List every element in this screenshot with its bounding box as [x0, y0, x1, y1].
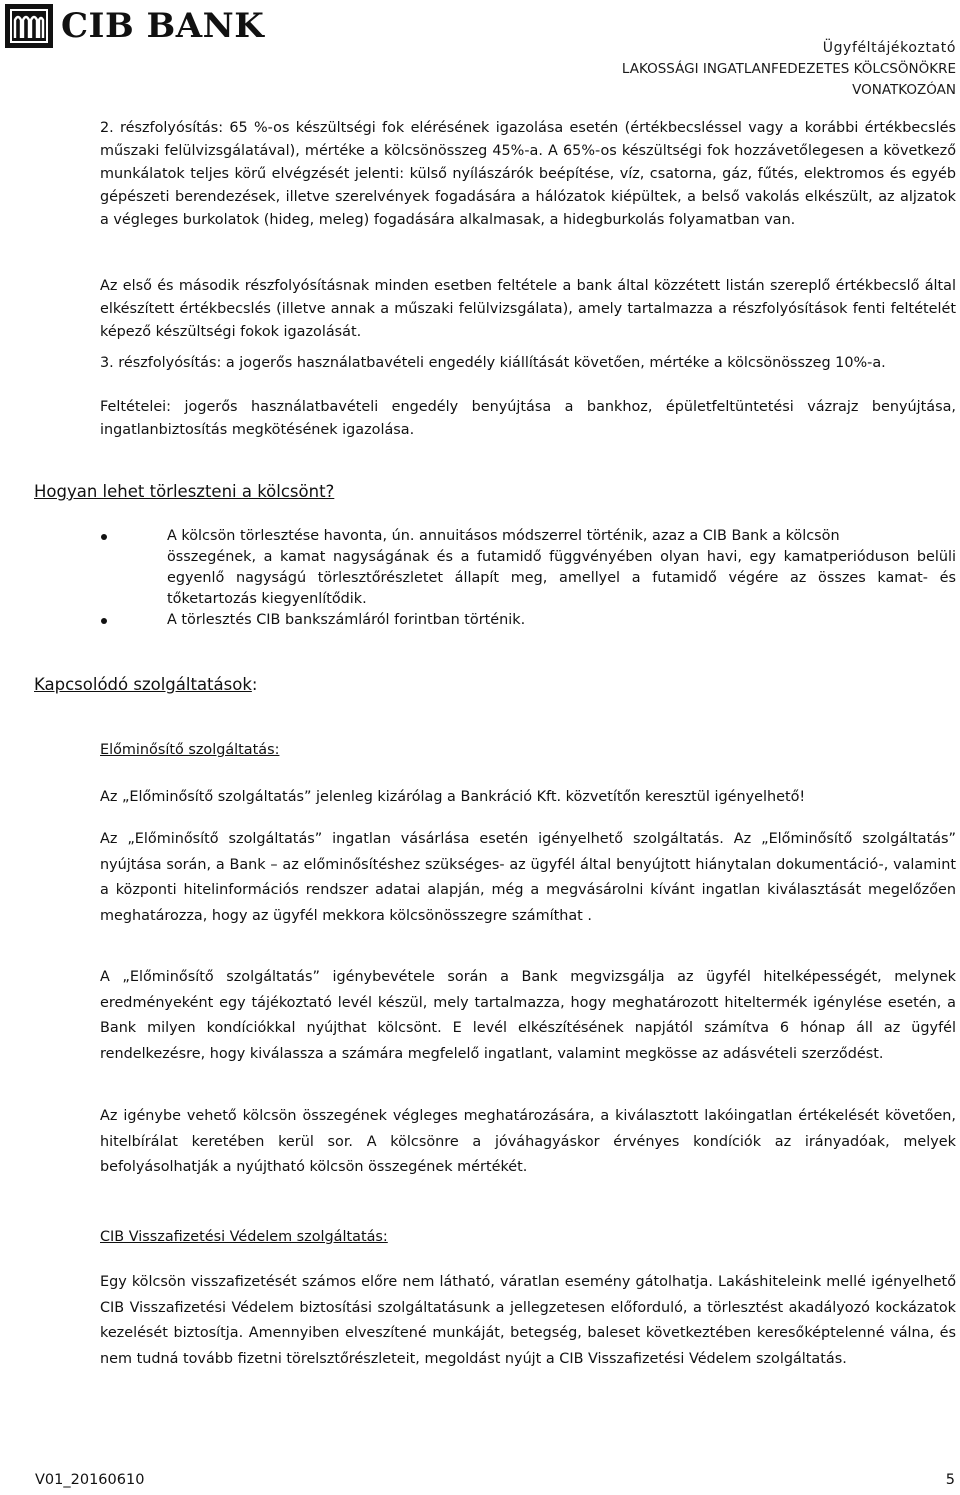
paragraph-third-disbursement: 3. részfolyósítás: a jogerős használatbavételi engedély kiállítását követően, mértéke a kölcsönösszeg 10%-a. [100, 355, 886, 371]
list-item: A törlesztés CIB bankszámláról forintban történik. [100, 610, 956, 631]
paragraph-disbursement-condition: Az első és második részfolyósításnak minden esetben feltétele a bank által közzétett listán szereplő értékbecslő által elkészített értékbecslés (illetve annak a műszaki felülvizsgálata), amely tartalmazza a részfolyósítások fenti feltételét képező készültségi fokok igazolását. [100, 278, 956, 340]
cib-columns-logo-icon [5, 4, 53, 48]
document-title [622, 38, 956, 101]
page-number: 5 [945, 1472, 955, 1488]
protection-title: CIB Visszafizetési Védelem szolgáltatás: [100, 1229, 388, 1245]
repayment-list [100, 526, 956, 631]
prequal-title: Előminősítő szolgáltatás: [100, 742, 280, 758]
repayment-heading: Hogyan lehet törleszteni a kölcsönt? [34, 482, 335, 501]
brand-name: CIB BANK [61, 6, 265, 46]
title-line-1: Ügyféltájékoztató [822, 40, 956, 56]
bullet-dot-icon [101, 534, 107, 540]
services-heading: Kapcsolódó szolgáltatások: [34, 675, 258, 694]
list-item: A kölcsön törlesztése havonta, ún. annuitásos módszerrel történik, azaz a CIB Bank a kölcsön összegének, a kamat nagyságának és a futamidő függvényében olyan havi, egy kamatperióduson belüli egyenlő nagyságú törlesztőrészletet állapít meg, amellyel a futamidő végére az összes kamat- és tőketartozás kiegyenlítődik. [100, 526, 956, 610]
bullet-dot-icon [101, 618, 107, 624]
prequal-paragraph-3: A „Előminősítő szolgáltatás” igénybevétele során a Bank megvizsgálja az ügyfél hitelképességét, melynek eredményeként egy tájékoztató levél készül, mely tartalmazza, hogy meghatározott hiteltermék igénylése esetén, a Bank milyen kondíciókkal nyújthat kölcsönt. E levél elkészítésének napjától számítva 6 hónap áll az ügyfél rendelkezésre, hogy kiválassza a számára megfelelő ingatlant, valamint megkösse az adásvételi szerződést. [100, 969, 956, 1062]
document-version: V01_20160610 [35, 1472, 145, 1488]
paragraph-second-disbursement: 2. részfolyósítás: 65 %-os készültségi fok elérésének igazolása esetén (értékbecsléssel vagy a korábbi értékbecslés műszaki felülvizsgálatával), mértéke a kölcsönösszeg 45%-a. A 65%-os készültségi fok hozzávetőlegesen a következő munkálatok teljes körű elvégzését jelenti: külső nyílászárók beépítése, víz, csatorna, gáz, fűtés, elektromos és egyéb gépészeti berendezések, illetve szerelvények fogadására a hálózatok kiépültek, a belső vakolás elkészült, az aljzatok a végleges burkolatok (hideg, meleg) fogadására alkalmasak, a hidegburkolás folyamatban van. [100, 120, 956, 228]
title-line-3: VONATKOZÓAN [852, 82, 956, 98]
paragraph-third-conditions: Feltételei: jogerős használatbavételi engedély benyújtása a bankhoz, épületfeltüntetési vázrajz benyújtása, ingatlanbiztosítás megkötésének igazolása. [100, 399, 956, 438]
prequal-paragraph-2: Az „Előminősítő szolgáltatás” ingatlan vásárlása esetén igényelhető szolgáltatás. Az „Előminősítő szolgáltatás” nyújtása során, a Bank – az előminősítéshez szükséges- az ügyfél által benyújtott hiánytalan dokumentáció-, valamint a központi hitelinformációs rendszer adatai alapján, még a megvásárolni kívánt ingatlan kiválasztását megelőzően meghatározza, hogy az ügyfél mekkora kölcsönösszegre számíthat . [100, 831, 956, 924]
protection-paragraph: Egy kölcsön visszafizetését számos előre nem látható, váratlan esemény gátolhatja. Lakáshiteleink mellé igényelhető CIB Visszafizetési Védelem biztosítási szolgáltatásunk a jellegzetesen előforduló, a törlesztést akadályozó kockázatok kezelését biztosítja. Amennyiben elveszítené munkáját, betegség, baleset következtében keresőképtelenné válna, és nem tudná tovább fizetni törelsztőrészleteit, megoldást nyújt a CIB Visszafizetési Védelem szolgáltatás. [100, 1274, 956, 1367]
cib-logo [5, 4, 264, 48]
prequal-paragraph-4: Az igénybe vehető kölcsön összegének végleges meghatározására, a kiválasztott lakóingatlan értékelését követően, hitelbírálat keretében kerül sor. A kölcsönre a jóváhagyáskor érvényes kondíciók az irányadóak, melyek befolyásolhatják a nyújtható kölcsön összegének mértékét. [100, 1108, 956, 1175]
title-line-2: LAKOSSÁGI INGATLANFEDEZETES KÖLCSÖNÖKRE [621, 61, 956, 77]
prequal-paragraph-1: Az „Előminősítő szolgáltatás” jelenleg kizárólag a Bankráció Kft. közvetítőn keresztül igényelhető! [100, 789, 806, 805]
